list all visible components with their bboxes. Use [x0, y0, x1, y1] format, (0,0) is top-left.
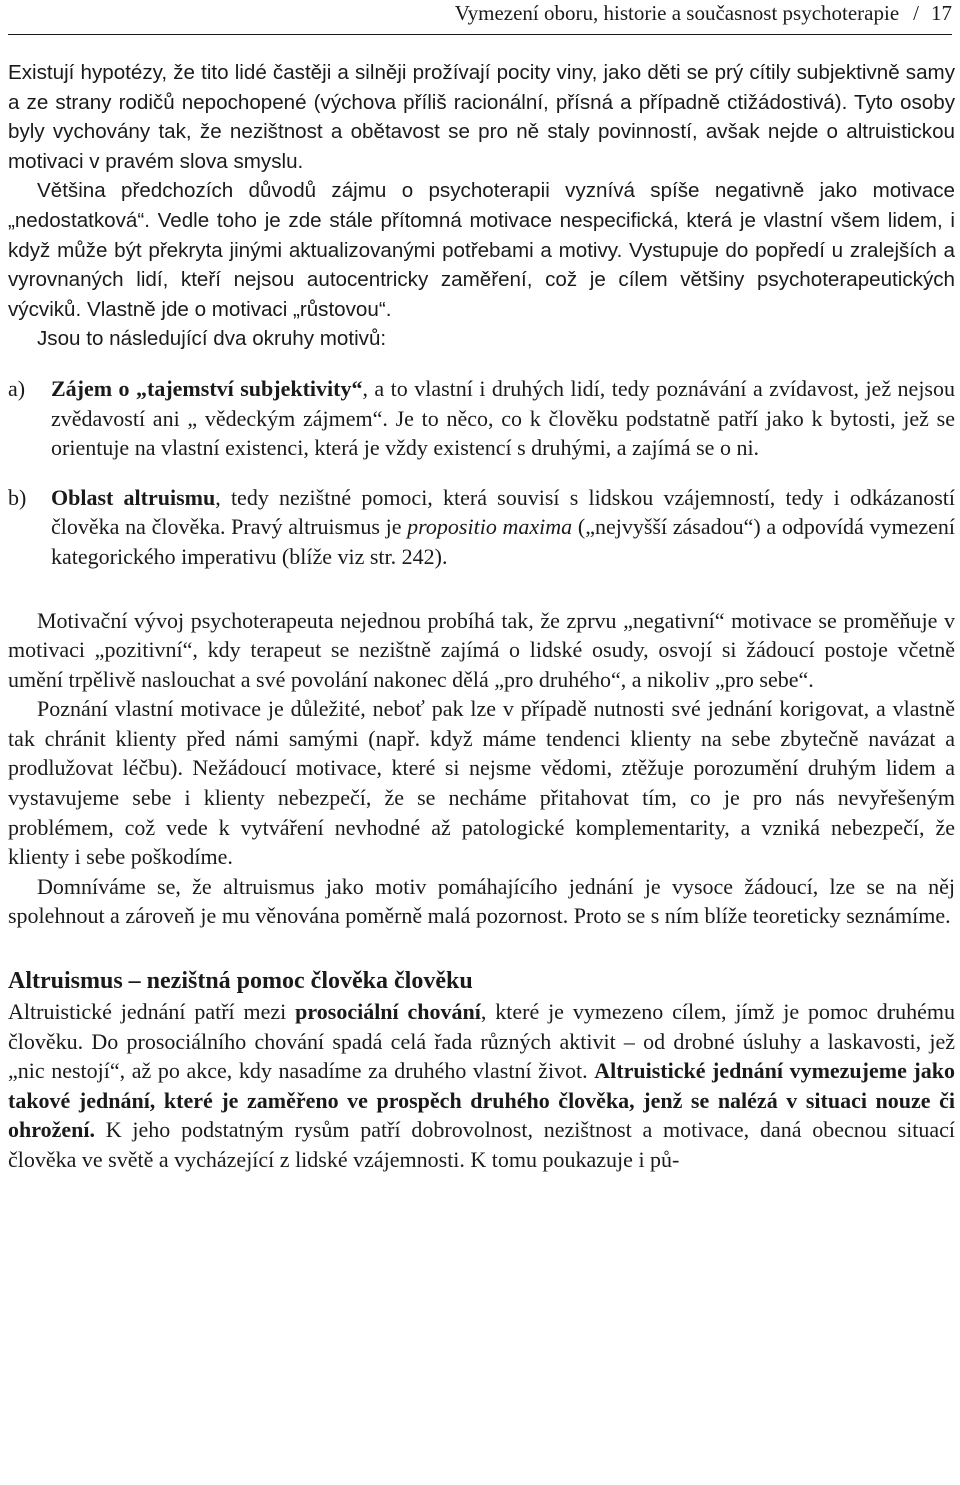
running-title: Vymezení oboru, historie a současnost psychoterapie — [454, 1, 900, 25]
definition-text-1: Altruistické jednání patří mezi — [8, 999, 296, 1025]
header-rule — [8, 34, 952, 35]
spacer — [8, 354, 955, 374]
paragraph-motivational-development: Motivační vývoj psychoterapeuta nejednou probíhá tak, že zprvu „negativní“ motivace se proměňuje v motivaci „pozitivní“, kdy terapeut se nezištně zajímá o lidské osudy, osvojí si žádoucí postoje včetně umění trpělivě naslouchat a své povolání nakonec dělá „pro druhého“, a nikoliv „pro sebe“. — [8, 607, 955, 692]
list-body-b-1: , tedy nezištné pomoci, která souvisí s lidskou vzájemností, tedy i odkázaností člověka na člověka. Pravý altruismus je — [51, 484, 955, 540]
list-text-b — [51, 483, 955, 572]
spacer — [8, 463, 955, 483]
list-item-a — [8, 374, 955, 463]
spacer — [8, 572, 955, 606]
spacer — [8, 931, 955, 965]
list-body-b-2: („nejvyšší zásadou“) a odpovídá vymezení kategorického imperativu (blíže viz str. 242). — [51, 514, 955, 569]
list-label-b: b) — [8, 484, 27, 510]
list-body-a: , a to vlastní i druhých lidí, tedy poznávání a zvídavost, jež nejsou zvědavostí ani „ vědeckým zájmem“. Je to něco, co k člověku podstatně patří jako k bytosti, jež se orientuje na vlastní existenci, která je vždy existencí s druhými, a zajímá se o ni. — [51, 375, 955, 461]
list-item-b — [8, 483, 955, 572]
section-heading: Altruismus – nezištná pomoc člověka člověku — [8, 968, 473, 995]
header-separator: / — [913, 1, 919, 25]
paragraph-altruism-desirable: Domníváme se, že altruismus jako motiv pomáhajícího jednání je vysoce žádoucí, lze se na něj spolehnout a zároveň je mu věnována poměrně malá pozornost. Proto se s ním blíže teoreticky seznámíme. — [8, 873, 955, 929]
definition-emphasis: Altruistické jednání vymezujeme jako takové jednání, které je zaměřeno ve prospěch druhého člověka, jenž se nalézá v situaci nouze či ohrožení. — [8, 1058, 955, 1143]
paragraph-altruism-definition — [8, 997, 955, 1175]
paragraph-deficit-motivation: Většina předchozích důvodů zájmu o psychoterapii vyznívá spíše negativně jako motivace „nedostatková“. Vedle toho je zde stále přítomná motivace nespecifická, která je vlastní všem lidem, i když může být překryta jinými aktualizovanými potřebami a motivy. Vystupuje do popředí u zralejších a vyrovnaných lidí, kteří nejsou autocentricky zaměření, což je cílem většiny psychoterapeutických výcviků. Vlastně jde o motivaci „růstovou“. — [8, 179, 955, 321]
page-number: 17 — [931, 1, 952, 25]
list-term-a: Zájem o „tajemství subjektivity“ — [51, 375, 363, 401]
list-text-a — [51, 374, 955, 463]
definition-text-2: , které je vymezeno cílem, jímž je pomoc druhému člověku. Do prosociálního chování spadá celá řada různých aktivit – od drobné úsluhy a laskavosti, jež „nic nestojí“, až po akce, kdy nasadíme za druhého vlastní život. — [8, 999, 955, 1084]
running-header — [455, 0, 952, 28]
paragraph-self-knowledge: Poznání vlastní motivace je důležité, neboť pak lze v případě nutnosti své jednání korigovat, a vlastně tak chránit klienty před námi samými (např. když máme tendenci klienty na sebe zbytečně navázat a prodlužovat léčbu). Nežádoucí motivace, které si nejsme vědomi, ztěžuje porozumění druhým lidem a vystavujeme sebe i klienty nebezpečí, že se necháme přitahovat tím, co je pro nás nevyřešeným problémem, což vede k vytváření nevhodné až patologické komplementarity, a vzniká nebezpečí, že klienty i sebe poškodíme. — [8, 696, 955, 870]
paragraph-guilt-hypothesis: Existují hypotézy, že tito lidé častěji a silněji prožívají pocity viny, jako děti se prý cítily subjektivně samy a ze strany rodičů nepochopené (výchova příliš racionální, přísná a případně ctižádostivá). Tyto osoby byly vychovány tak, že nezištnost a obětavost se pro ně staly povinností, avšak nejde o altruistickou motivaci v pravém slova smyslu. — [8, 61, 955, 173]
definition-text-3: K jeho podstatným rysům patří dobrovolnost, nezištnost a motivace, daná obecnou situací člověka ve světě a vycházející z lidské vzájemnosti. K tomu poukazuje i pů- — [8, 1117, 955, 1172]
list-term-b: Oblast altruismu — [51, 484, 216, 510]
latin-phrase: propositio maxima — [407, 514, 573, 540]
paragraph-motive-intro: Jsou to následující dva okruhy motivů: — [37, 327, 387, 351]
list-label-a: a) — [8, 375, 26, 401]
page-body — [8, 58, 955, 1175]
term-prosocial: prosociální chování — [295, 999, 481, 1025]
